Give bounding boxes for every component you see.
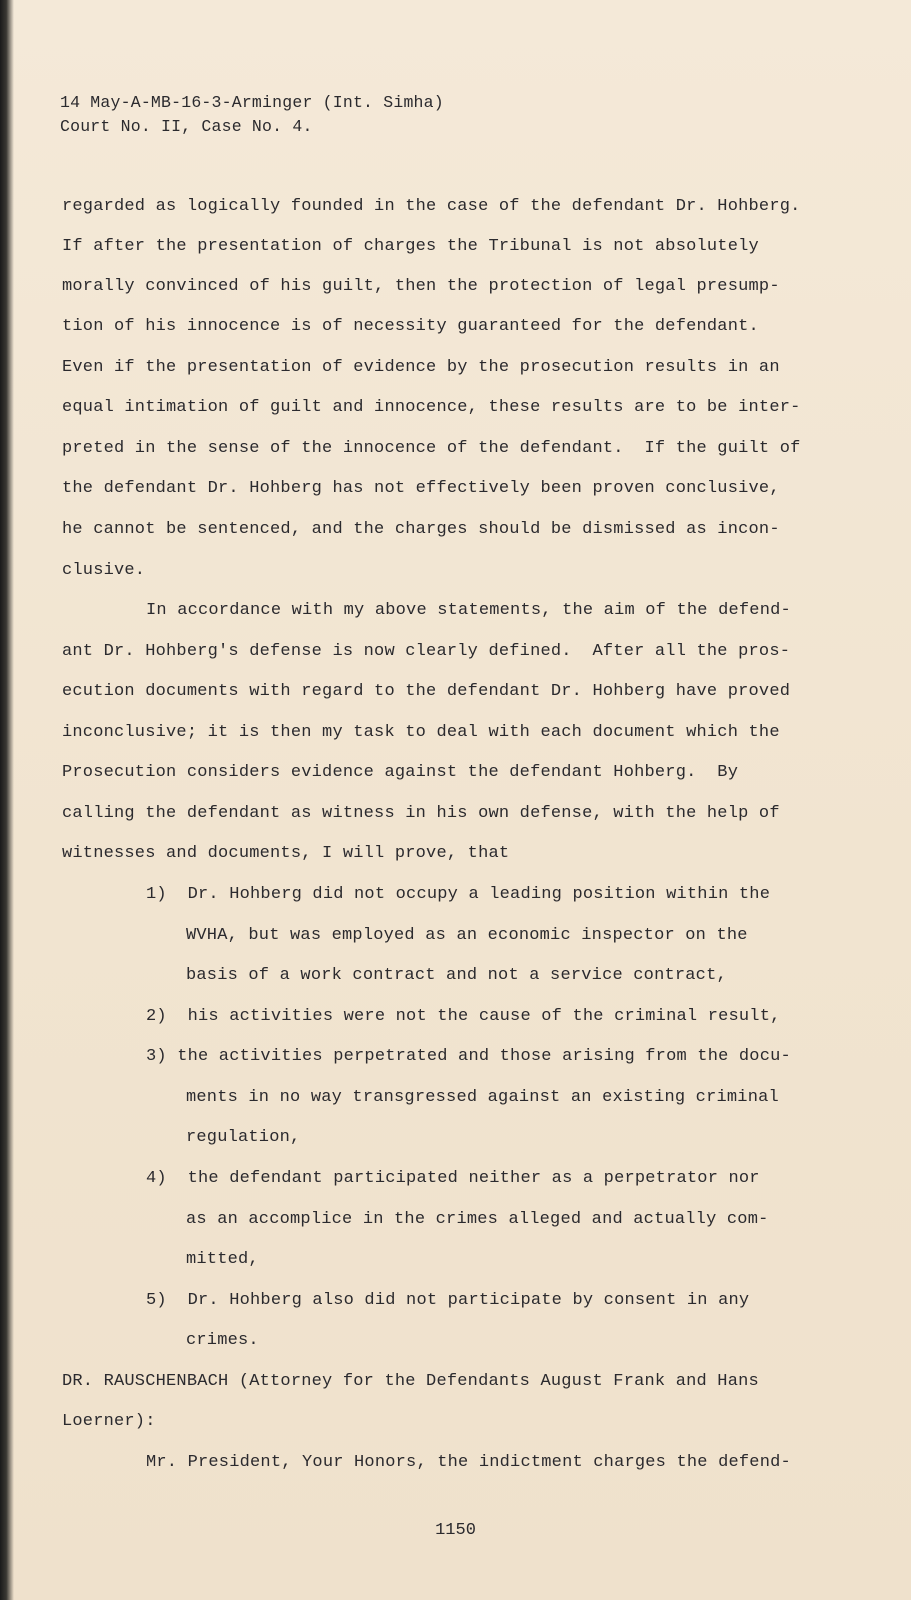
body-line: clusive. xyxy=(62,561,146,580)
list-item: mitted, xyxy=(186,1250,259,1269)
list-item: ments in no way transgressed against an existing criminal xyxy=(186,1088,779,1107)
body-line: witnesses and documents, I will prove, that xyxy=(62,844,510,863)
body-line: equal intimation of guilt and innocence, these results are to be inter- xyxy=(62,398,801,417)
body-line: DR. RAUSCHENBACH (Attorney for the Defendants August Frank and Hans xyxy=(62,1372,759,1391)
body-line: In accordance with my above statements, the aim of the defend- xyxy=(146,601,791,620)
page-number: 1150 xyxy=(435,1521,476,1540)
body-line: Even if the presentation of evidence by the prosecution results in an xyxy=(62,358,780,377)
header-line-1: 14 May-A-MB-16-3-Arminger (Int. Simha) xyxy=(60,93,444,112)
list-item: crimes. xyxy=(186,1331,259,1350)
list-item: regulation, xyxy=(186,1128,301,1147)
list-item: 4) the defendant participated neither as a perpetrator nor xyxy=(146,1169,760,1188)
header-line-2: Court No. II, Case No. 4. xyxy=(60,117,313,136)
list-item: WVHA, but was employed as an economic inspector on the xyxy=(186,926,748,945)
list-item: as an accomplice in the crimes alleged and actually com- xyxy=(186,1210,769,1229)
body-line: ant Dr. Hohberg's defense is now clearly defined. After all the pros- xyxy=(62,642,791,661)
body-line: calling the defendant as witness in his own defense, with the help of xyxy=(62,804,780,823)
body-line: Loerner): xyxy=(62,1412,156,1431)
body-line: tion of his innocence is of necessity guaranteed for the defendant. xyxy=(62,317,759,336)
list-item: basis of a work contract and not a service contract, xyxy=(186,966,727,985)
list-item: 2) his activities were not the cause of the criminal result, xyxy=(146,1007,781,1026)
body-line: regarded as logically founded in the case of the defendant Dr. Hohberg. xyxy=(62,197,801,216)
page-binding-edge xyxy=(0,0,14,1600)
body-line: ecution documents with regard to the defendant Dr. Hohberg have proved xyxy=(62,682,791,701)
body-line: he cannot be sentenced, and the charges should be dismissed as incon- xyxy=(62,520,780,539)
body-line: preted in the sense of the innocence of the defendant. If the guilt of xyxy=(62,439,801,458)
body-line: inconclusive; it is then my task to deal with each document which the xyxy=(62,723,780,742)
body-line: Mr. President, Your Honors, the indictment charges the defend- xyxy=(146,1453,791,1472)
list-item: 5) Dr. Hohberg also did not participate by consent in any xyxy=(146,1291,750,1310)
list-item: 3) the activities perpetrated and those arising from the docu- xyxy=(146,1047,791,1066)
body-line: morally convinced of his guilt, then the protection of legal presump- xyxy=(62,277,780,296)
body-line: the defendant Dr. Hohberg has not effectively been proven conclusive, xyxy=(62,479,780,498)
body-line: If after the presentation of charges the Tribunal is not absolutely xyxy=(62,237,759,256)
body-line: Prosecution considers evidence against the defendant Hohberg. By xyxy=(62,763,739,782)
list-item: 1) Dr. Hohberg did not occupy a leading position within the xyxy=(146,885,771,904)
